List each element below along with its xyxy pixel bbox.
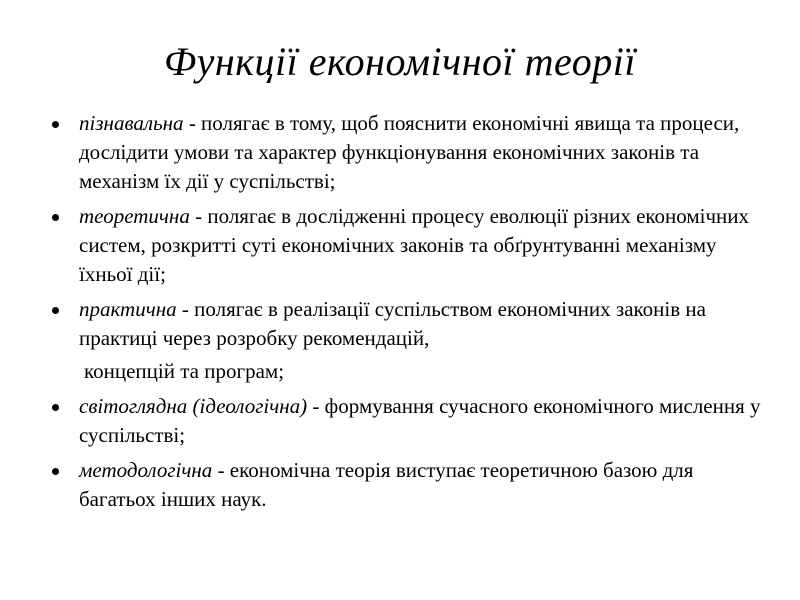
bullet-icon [52, 404, 59, 411]
slide-title: Функції економічної теорії [164, 39, 636, 84]
list-item-practical [52, 295, 772, 353]
bullet-icon [52, 121, 59, 128]
description: - полягає в реалізації суспільством економічних законів на практиці через розробку рекомендацій, [79, 297, 706, 350]
description: - економічна теорія виступає теоретичною базою для багатьох інших наук. [79, 458, 694, 511]
bullet-icon [52, 214, 59, 221]
list-item-methodological [52, 456, 772, 514]
list-item-practical-continuation: концепцій та програм; [84, 359, 285, 383]
description: - формування сучасного економічного мислення у суспільстві; [79, 394, 761, 447]
bullet-icon [52, 307, 59, 314]
term: світоглядна (ідеологічна) [79, 394, 308, 418]
list-item-cognitive [52, 109, 772, 196]
term: методологічна [79, 458, 213, 482]
list-item-theoretical [52, 202, 772, 289]
description: - полягає в тому, щоб пояснити економічні явища та процеси, дослідити умови та характер функціонування економічних законів та механізм їх дії у суспільстві; [79, 111, 740, 193]
term: практична [79, 297, 177, 321]
term: пізнавальна [79, 111, 184, 135]
term: теоретична [79, 204, 190, 228]
description: - полягає в дослідженні процесу еволюції різних економічних систем, розкритті суті економічних законів та обґрунтуванні механізму їхньої дії; [79, 204, 750, 286]
list-item-worldview [52, 392, 772, 450]
functions-list [52, 109, 772, 520]
bullet-icon [52, 468, 59, 475]
